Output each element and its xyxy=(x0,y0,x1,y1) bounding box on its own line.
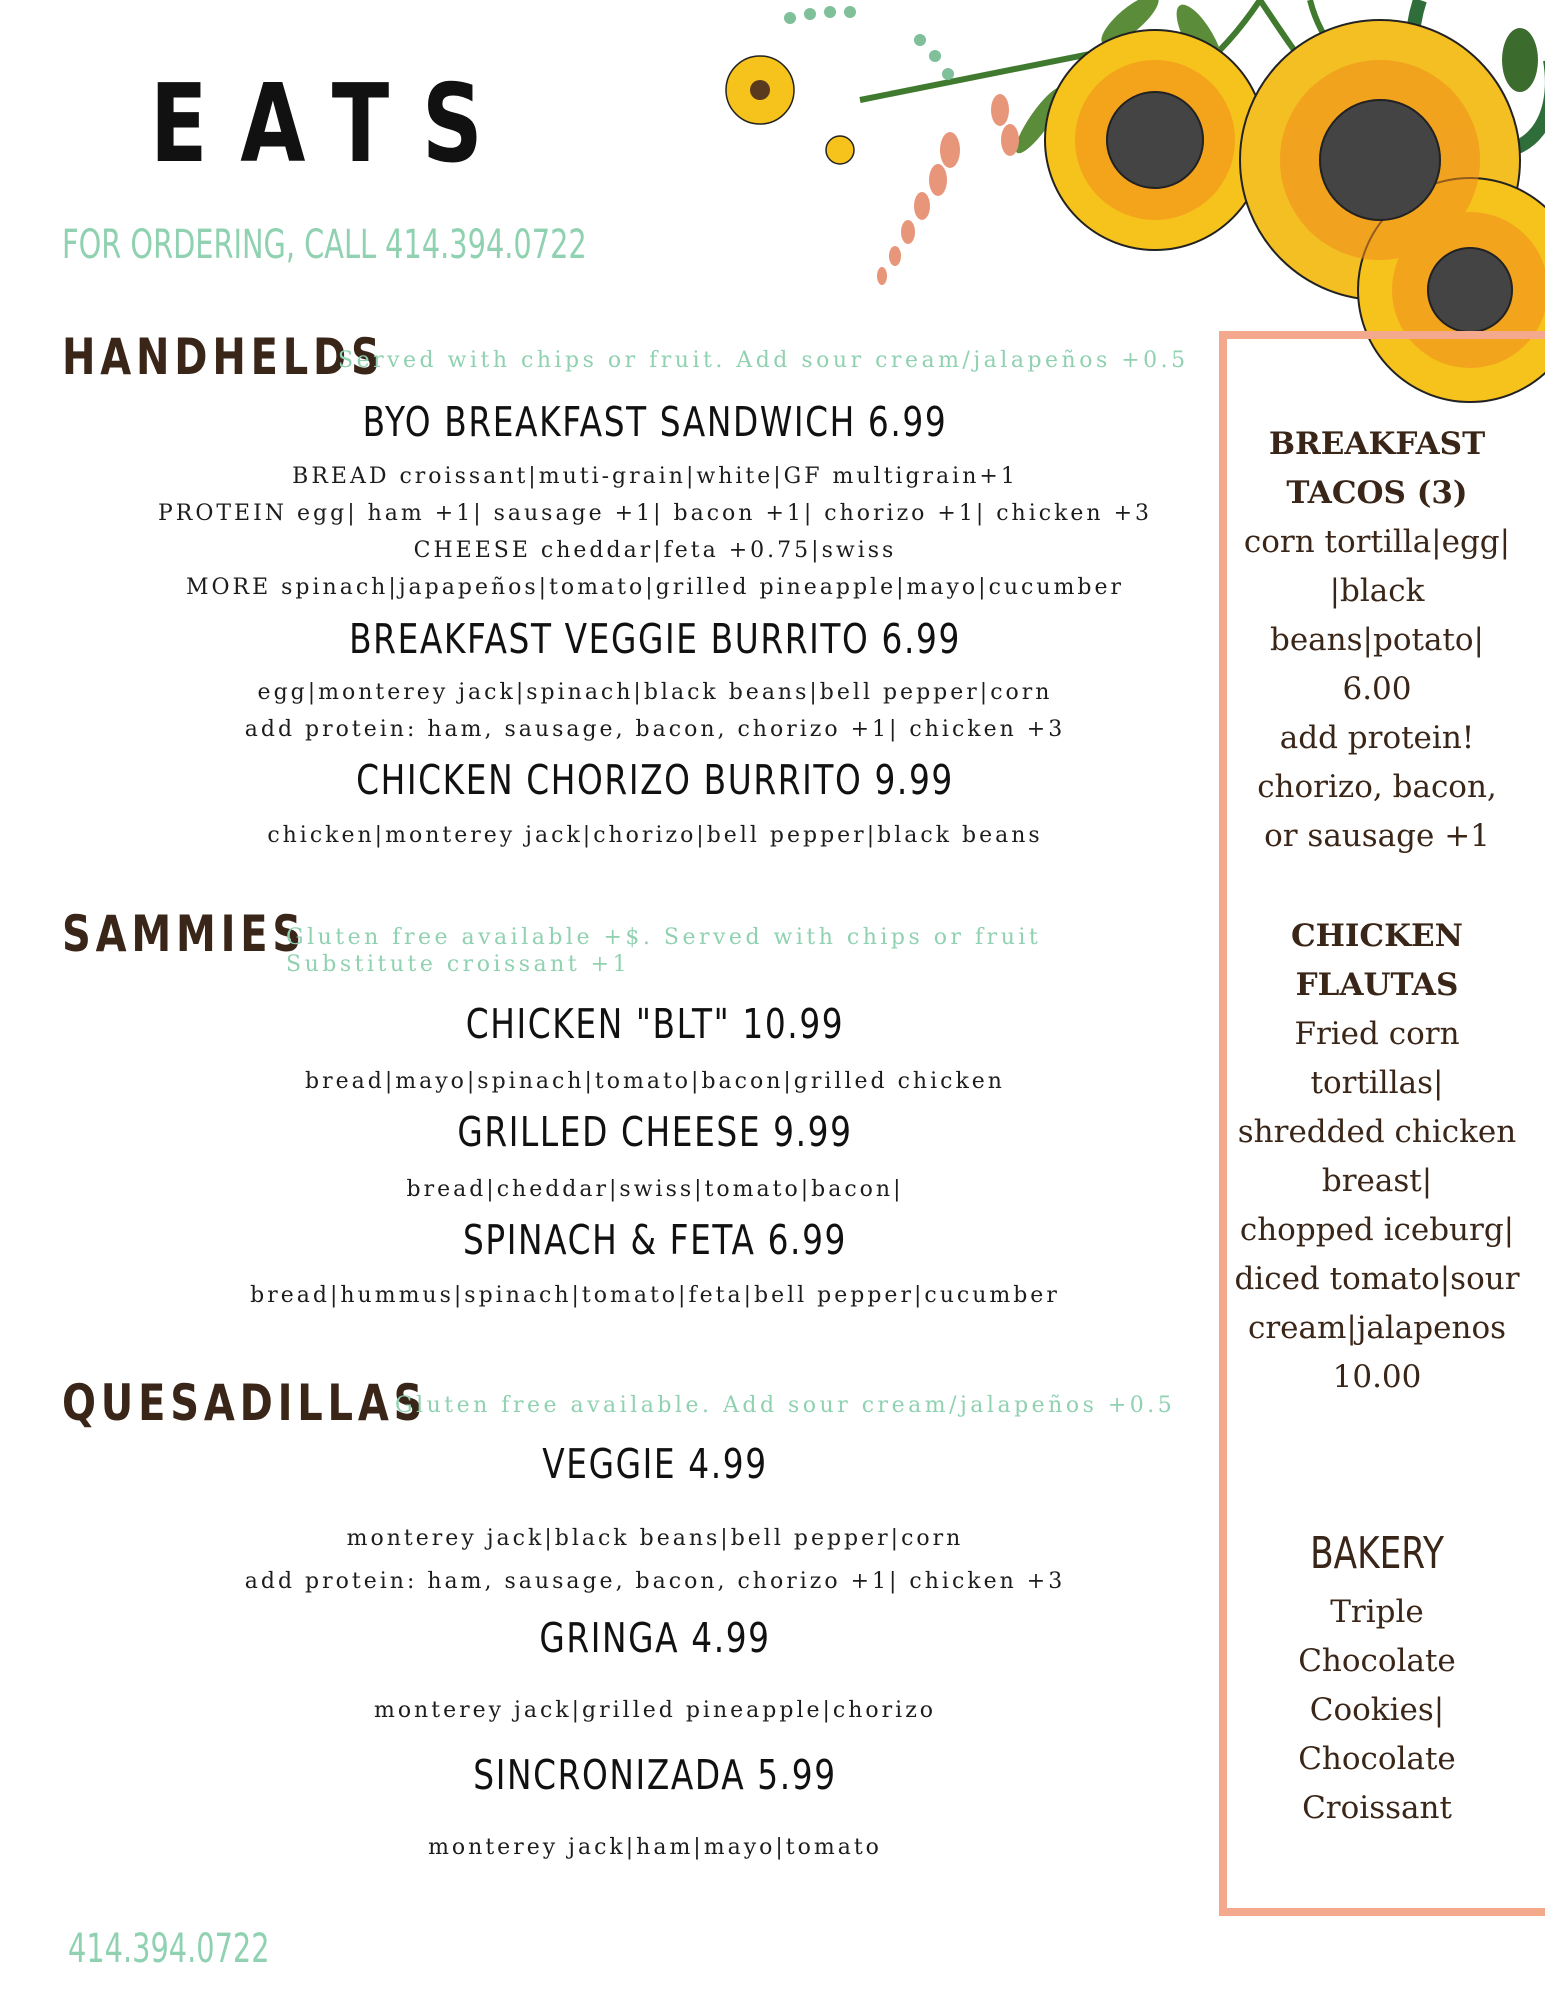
menu-item-title: GRINGA 4.99 xyxy=(539,1614,771,1662)
ordering-phone-line: FOR ORDERING, CALL 414.394.0722 xyxy=(62,222,587,268)
sidebar-bakery-heading: BAKERY xyxy=(1310,1528,1444,1579)
menu-item-description: chicken|monterey jack|chorizo|bell pepper|black beans xyxy=(267,823,1043,848)
menu-item-title: VEGGIE 4.99 xyxy=(542,1440,768,1488)
section-note: Gluten free available. Add sour cream/jalapeños +0.5 xyxy=(395,1393,1176,1418)
sidebar-heading: FLAUTAS xyxy=(1295,967,1459,1003)
sidebar-heading: CHICKEN xyxy=(1290,918,1464,954)
footer-phone: 414.394.0722 xyxy=(68,1926,270,1972)
menu-item-title: CHICKEN "BLT" 10.99 xyxy=(465,1000,845,1048)
page-title: EATS xyxy=(150,62,516,187)
sidebar-heading: TACOS (3) xyxy=(1286,475,1468,511)
section-heading-sammies: SAMMIES xyxy=(62,905,306,963)
menu-item-title: SINCRONIZADA 5.99 xyxy=(473,1751,837,1799)
section-heading-handhelds: HANDHELDS xyxy=(62,328,385,386)
menu-item-description: bread|mayo|spinach|tomato|bacon|grilled chicken xyxy=(305,1069,1005,1094)
menu-item-description: monterey jack|ham|mayo|tomato xyxy=(428,1835,882,1860)
menu-item-description: egg|monterey jack|spinach|black beans|bell pepper|corn add protein: ham, sausage, bacon, chorizo +1| chicken +3 xyxy=(244,680,1066,742)
section-note: Served with chips or fruit. Add sour cream/jalapeños +0.5 xyxy=(338,348,1189,373)
section-heading-quesadillas: QUESADILLAS xyxy=(62,1374,428,1432)
sidebar-heading: BREAKFAST xyxy=(1268,426,1486,462)
sidebar-breakfast-tacos: BREAKFAST TACOS (3) corn tortilla|egg| |black beans|potato| 6.00 add protein! chorizo, bacon, or sausage +1 xyxy=(1227,420,1527,861)
menu-item-description: monterey jack|black beans|bell pepper|corn add protein: ham, sausage, bacon, chorizo +1| chicken +3 xyxy=(244,1526,1066,1594)
menu-item-title: SPINACH & FETA 6.99 xyxy=(462,1216,848,1264)
sidebar-chicken-flautas: CHICKEN FLAUTAS Fried corn tortillas| shredded chicken breast| chopped iceburg| diced tomato|sour cream|jalapenos 10.00 xyxy=(1227,912,1527,1402)
menu-item-description: bread|hummus|spinach|tomato|feta|bell pepper|cucumber xyxy=(250,1283,1060,1308)
menu-item-description: BREAD croissant|muti-grain|white|GF multigrain+1 PROTEIN egg| ham +1| sausage +1| bacon +1| chorizo +1| chicken +3 CHEESE cheddar|feta +0.75|swiss MORE spinach|japapeños|tomato|grilled pineapple|mayo|cucumber xyxy=(157,464,1153,600)
menu-item-description: bread|cheddar|swiss|tomato|bacon| xyxy=(406,1177,904,1202)
menu-item-title: BYO BREAKFAST SANDWICH 6.99 xyxy=(362,398,948,446)
menu-item-title: GRILLED CHEESE 9.99 xyxy=(457,1108,853,1156)
sidebar-bakery: Triple Chocolate Cookies| Chocolate Croissant xyxy=(1298,1594,1456,1826)
menu-item-title: CHICKEN CHORIZO BURRITO 9.99 xyxy=(356,756,954,804)
menu-item-title: BREAKFAST VEGGIE BURRITO 6.99 xyxy=(349,615,961,663)
section-note: Gluten free available +$. Served with chips or fruit Substitute croissant +1 xyxy=(286,925,1042,977)
menu-item-description: monterey jack|grilled pineapple|chorizo xyxy=(373,1698,937,1723)
